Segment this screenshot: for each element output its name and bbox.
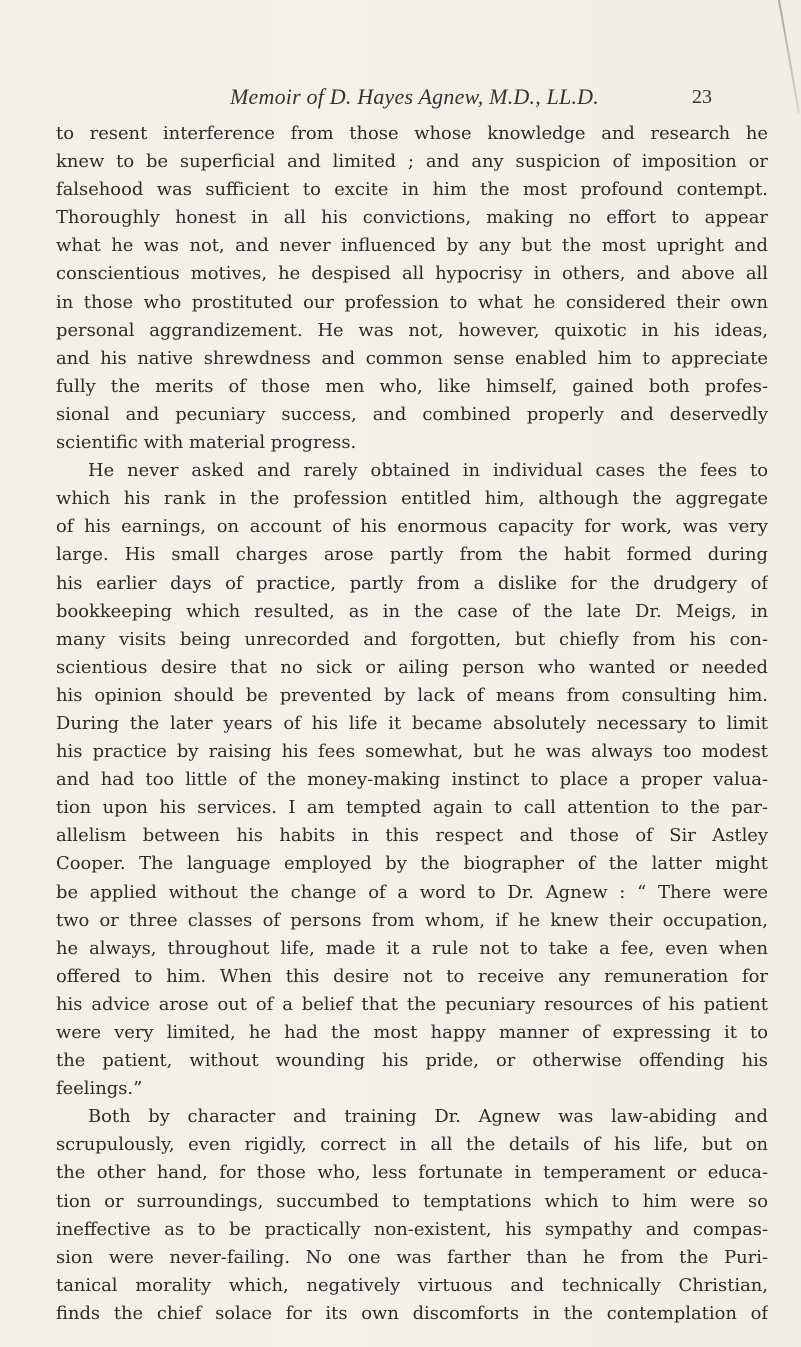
text-line: large. His small charges arose partly from the habit formed during	[56, 544, 768, 566]
text-line: he always, throughout life, made it a rule not to take a fee, even when	[56, 937, 768, 959]
text-line: tion or surroundings, succumbed to temptations which to him were so	[56, 1190, 768, 1212]
text-line: personal aggrandizement. He was not, however, quixotic in his ideas,	[56, 319, 768, 341]
text-line: Thoroughly honest in all his convictions, making no effort to appear	[56, 207, 768, 229]
text-line: Cooper. The language employed by the biographer of the latter might	[56, 853, 768, 875]
text-line: the other hand, for those who, less fortunate in temperament or educa-	[56, 1162, 768, 1184]
text-line: scientious desire that no sick or ailing person who wanted or needed	[56, 656, 768, 678]
body-text	[56, 120, 768, 1328]
text-line: tion upon his services. I am tempted again to call attention to the par-	[56, 797, 768, 819]
text-line-paragraph-start: Both by character and training Dr. Agnew was law-abiding and	[88, 1106, 768, 1128]
text-line: be applied without the change of a word to Dr. Agnew : “ There were	[56, 881, 768, 903]
text-line: his practice by raising his fees somewhat, but he was always too modest	[56, 741, 768, 763]
text-line: knew to be superficial and limited ; and any suspicion of imposition or	[56, 151, 768, 173]
text-line: fully the merits of those men who, like himself, gained both profes-	[56, 375, 768, 397]
text-line: were very limited, he had the most happy manner of expressing it to	[56, 1022, 768, 1043]
text-line: and had too little of the money-making instinct to place a proper valua-	[56, 769, 768, 791]
text-line: to resent interference from those whose knowledge and research he	[56, 123, 768, 144]
page-number: 23	[692, 86, 712, 108]
text-line: his earlier days of practice, partly from a dislike for the drudgery of	[56, 572, 768, 594]
text-line: tanical morality which, negatively virtuous and technically Christian,	[56, 1274, 768, 1296]
text-line: which his rank in the profession entitled him, although the aggregate	[56, 488, 768, 510]
text-line: his opinion should be prevented by lack of means from consulting him.	[56, 684, 768, 706]
text-line: finds the chief solace for its own discomforts in the contemplation of	[56, 1302, 768, 1324]
text-line: sional and pecuniary success, and combined properly and deservedly	[56, 403, 768, 425]
text-line: two or three classes of persons from whom, if he knew their occupation,	[56, 909, 768, 931]
text-line: the patient, without wounding his pride, or otherwise offending his	[56, 1050, 768, 1072]
text-line-paragraph-end: feelings.”	[56, 1078, 143, 1100]
text-line: what he was not, and never influenced by any but the most upright and	[56, 235, 768, 257]
text-line: ineffective as to be practically non-existent, his sympathy and compas-	[56, 1218, 768, 1240]
text-line: allelism between his habits in this respect and those of Sir Astley	[56, 825, 768, 847]
text-line-paragraph-start: He never asked and rarely obtained in individual cases the fees to	[88, 460, 768, 482]
text-line: in those who prostituted our profession to what he considered their own	[56, 291, 768, 313]
text-line: scrupulously, even rigidly, correct in all the details of his life, but on	[56, 1134, 768, 1156]
text-line: his advice arose out of a belief that the pecuniary resources of his patient	[56, 993, 768, 1015]
text-line: many visits being unrecorded and forgotten, but chiefly from his con-	[56, 628, 768, 650]
text-line: and his native shrewdness and common sense enabled him to appreciate	[56, 347, 768, 369]
text-line: offered to him. When this desire not to receive any remuneration for	[56, 965, 768, 987]
text-line: During the later years of his life it became absolutely necessary to limit	[56, 712, 768, 734]
page-edge-mark	[778, 0, 800, 113]
running-head-title: Memoir of D. Hayes Agnew, M.D., LL.D.	[230, 84, 599, 109]
text-line: of his earnings, on account of his enormous capacity for work, was very	[56, 516, 768, 538]
text-line: bookkeeping which resulted, as in the case of the late Dr. Meigs, in	[56, 600, 768, 622]
text-line: sion were never-failing. No one was farther than he from the Puri-	[56, 1246, 768, 1268]
text-line-paragraph-end: scientific with material progress.	[56, 432, 357, 454]
text-line: conscientious motives, he despised all hypocrisy in others, and above all	[56, 263, 768, 285]
text-line: falsehood was sufficient to excite in him the most profound contempt.	[56, 179, 768, 201]
